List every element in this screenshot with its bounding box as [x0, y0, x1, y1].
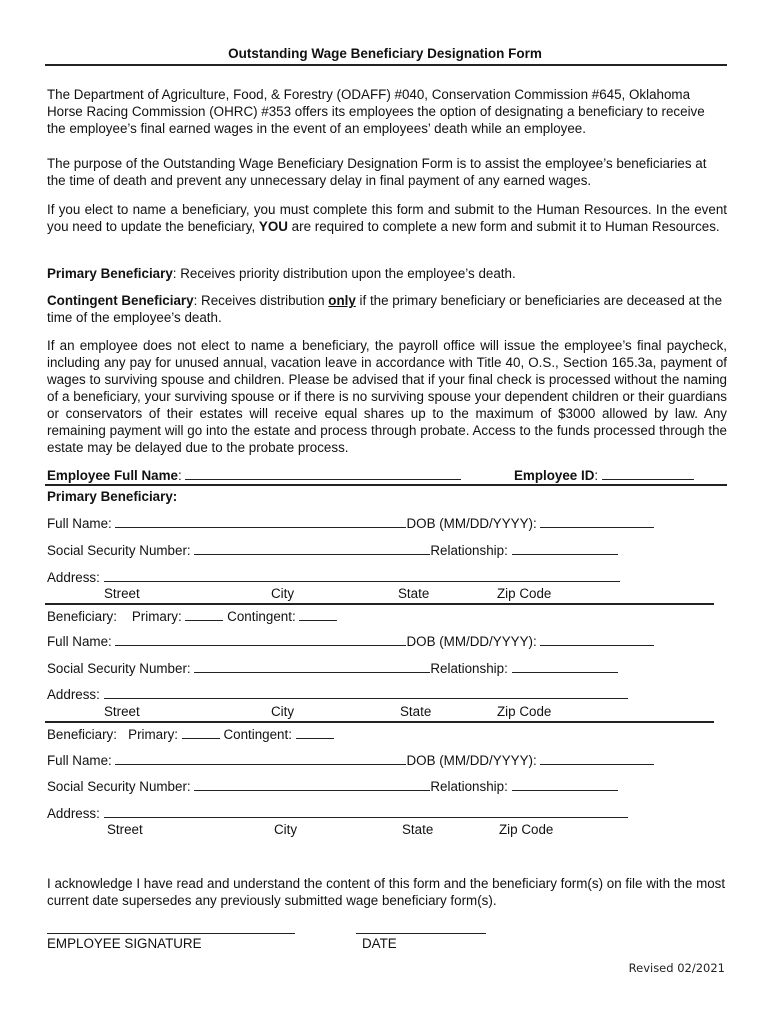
employee-name-label: Employee Full Name — [47, 468, 178, 483]
relationship-label: Relationship: — [430, 543, 508, 558]
ssn-label: Social Security Number: — [47, 661, 191, 676]
address-label: Address: — [47, 806, 100, 821]
beneficiary-label: Beneficiary: — [47, 609, 117, 624]
b3-full-name-row — [47, 752, 654, 768]
ssn-label: Social Security Number: — [47, 779, 191, 794]
b2-full-name-row — [47, 633, 654, 649]
b3-ssn-row — [47, 778, 618, 794]
intro-paragraph-3 — [47, 201, 727, 235]
b2-dob-field[interactable] — [540, 633, 654, 646]
city-sublabel: City — [271, 586, 295, 601]
b3-full-name-field[interactable] — [115, 752, 406, 765]
intro-p3-text-a: If you elect to name a beneficiary, you must complete this form and submit to the Human Resources. In the event you need to update the beneficiary, — [47, 202, 727, 234]
b1-address-field[interactable] — [104, 569, 620, 582]
relationship-label: Relationship: — [430, 661, 508, 676]
b1-ssn-row — [47, 542, 618, 558]
b1-address-row — [47, 569, 620, 585]
block-divider — [45, 603, 714, 605]
contingent-definition-label: Contingent Beneficiary — [47, 293, 194, 308]
address-label: Address: — [47, 570, 100, 585]
relationship-label: Relationship: — [430, 779, 508, 794]
b1-relationship-field[interactable] — [512, 542, 618, 555]
primary-beneficiary-heading: Primary Beneficiary: — [47, 489, 178, 504]
primary-definition — [47, 265, 727, 282]
b2-primary-field[interactable] — [185, 608, 223, 621]
b1-full-name-field[interactable] — [115, 515, 406, 528]
intro-paragraph-2: The purpose of the Outstanding Wage Beneficiary Designation Form is to assist the employee’s beneficiaries at the time of death and prevent any unnecessary delay in final payment of any earned wages. — [47, 156, 707, 188]
b3-primary-field[interactable] — [182, 726, 220, 739]
zip-sublabel: Zip Code — [497, 586, 552, 601]
employee-name-colon: : — [177, 468, 182, 483]
full-name-label: Full Name: — [47, 753, 112, 768]
title-divider — [45, 64, 727, 66]
state-sublabel: State — [398, 586, 430, 601]
employee-divider — [45, 484, 727, 486]
b2-relationship-field[interactable] — [512, 660, 618, 673]
employee-signature-field[interactable] — [47, 932, 295, 934]
street-sublabel: Street — [104, 586, 140, 601]
you-emphasis: YOU — [258, 219, 288, 234]
full-name-label: Full Name: — [47, 634, 112, 649]
b3-address-field[interactable] — [104, 805, 628, 818]
street-sublabel: Street — [104, 704, 140, 719]
b2-ssn-row — [47, 660, 618, 676]
zip-sublabel: Zip Code — [497, 704, 552, 719]
b3-address-row — [47, 805, 628, 821]
b2-address-row — [47, 686, 628, 702]
city-sublabel: City — [271, 704, 295, 719]
zip-sublabel: Zip Code — [499, 822, 554, 837]
b3-contingent-field[interactable] — [296, 726, 334, 739]
b2-ssn-field[interactable] — [194, 660, 430, 673]
ssn-label: Social Security Number: — [47, 543, 191, 558]
street-sublabel: Street — [107, 822, 143, 837]
b2-full-name-field[interactable] — [115, 633, 406, 646]
employee-id-field[interactable] — [602, 467, 694, 480]
state-sublabel: State — [400, 704, 432, 719]
b3-relationship-field[interactable] — [512, 778, 618, 791]
employee-id-label: Employee ID — [514, 468, 595, 483]
employee-id-row — [514, 467, 694, 483]
b2-contingent-field[interactable] — [299, 608, 337, 621]
form-title: Outstanding Wage Beneficiary Designation Form — [228, 46, 542, 61]
b1-ssn-field[interactable] — [194, 542, 430, 555]
b2-type-row — [47, 608, 337, 624]
dob-label: DOB (MM/DD/YYYY): — [406, 516, 537, 531]
primary-label: Primary: — [131, 609, 182, 624]
date-field[interactable] — [356, 932, 486, 934]
b3-ssn-field[interactable] — [194, 778, 430, 791]
employee-name-row — [47, 467, 461, 483]
dob-label: DOB (MM/DD/YYYY): — [406, 634, 537, 649]
b3-type-row — [47, 726, 334, 742]
contingent-label: Contingent: — [223, 727, 292, 742]
contingent-definition-text-b: if the primary beneficiary or beneficiaries are deceased at the time of the employee’s death. — [47, 293, 723, 325]
acknowledgement-text: I acknowledge I have read and understand the content of this form and the beneficiary form(s) on file with the most current date supersedes any previously submitted wage beneficiary form(s). — [47, 876, 726, 908]
beneficiary-label: Beneficiary: — [47, 727, 117, 742]
b1-full-name-row — [47, 515, 654, 531]
state-sublabel: State — [402, 822, 434, 837]
employee-name-field[interactable] — [185, 467, 461, 480]
address-label: Address: — [47, 687, 100, 702]
contingent-label: Contingent: — [227, 609, 296, 624]
primary-definition-text: : Receives priority distribution upon the employee’s death. — [172, 266, 516, 281]
city-sublabel: City — [274, 822, 298, 837]
b1-dob-field[interactable] — [540, 515, 654, 528]
contingent-definition — [47, 292, 727, 326]
block-divider — [45, 721, 714, 723]
b3-dob-field[interactable] — [540, 752, 654, 765]
date-label: DATE — [362, 936, 397, 951]
dob-label: DOB (MM/DD/YYYY): — [406, 753, 537, 768]
b2-address-field[interactable] — [104, 686, 628, 699]
primary-label: Primary: — [128, 727, 178, 742]
revision-note: Revised 02/2021 — [628, 961, 725, 975]
contingent-definition-text-a: : Receives distribution — [193, 293, 329, 308]
only-emphasis: only — [328, 293, 356, 308]
employee-id-colon: : — [594, 468, 599, 483]
intro-paragraph-1: The Department of Agriculture, Food, & Forestry (ODAFF) #040, Conservation Commission #645, Oklahoma Horse Racing Commission (OHRC) #353 offers its employees the option of designating a beneficiary to receive the employee’s final earned wages in the event of an employees’ death while an employee. — [47, 87, 705, 136]
intro-p3-text-b: are required to complete a new form and submit it to Human Resources. — [287, 219, 720, 234]
full-name-label: Full Name: — [47, 516, 112, 531]
employee-signature-label: EMPLOYEE SIGNATURE — [47, 936, 202, 951]
primary-definition-label: Primary Beneficiary — [47, 266, 173, 281]
no-beneficiary-paragraph: If an employee does not elect to name a beneficiary, the payroll office will issue the employee’s final paycheck, including any pay for unused annual, vacation leave in accordance with Title 40, O.S., Section 165.3a, payment of wages to surviving spouse and children. Please be advised that if your final check is processed without the naming of a beneficiary, your surviving spouse or if there is no surviving spouse your dependent children or their guardians or conservators of their estates will receive equal shares up to the maximum of $3000 allowed by law. Any remaining payment will go into the estate and process through probate. Access to the funds processed through the estate may be delayed due to the probate process. — [47, 338, 727, 455]
